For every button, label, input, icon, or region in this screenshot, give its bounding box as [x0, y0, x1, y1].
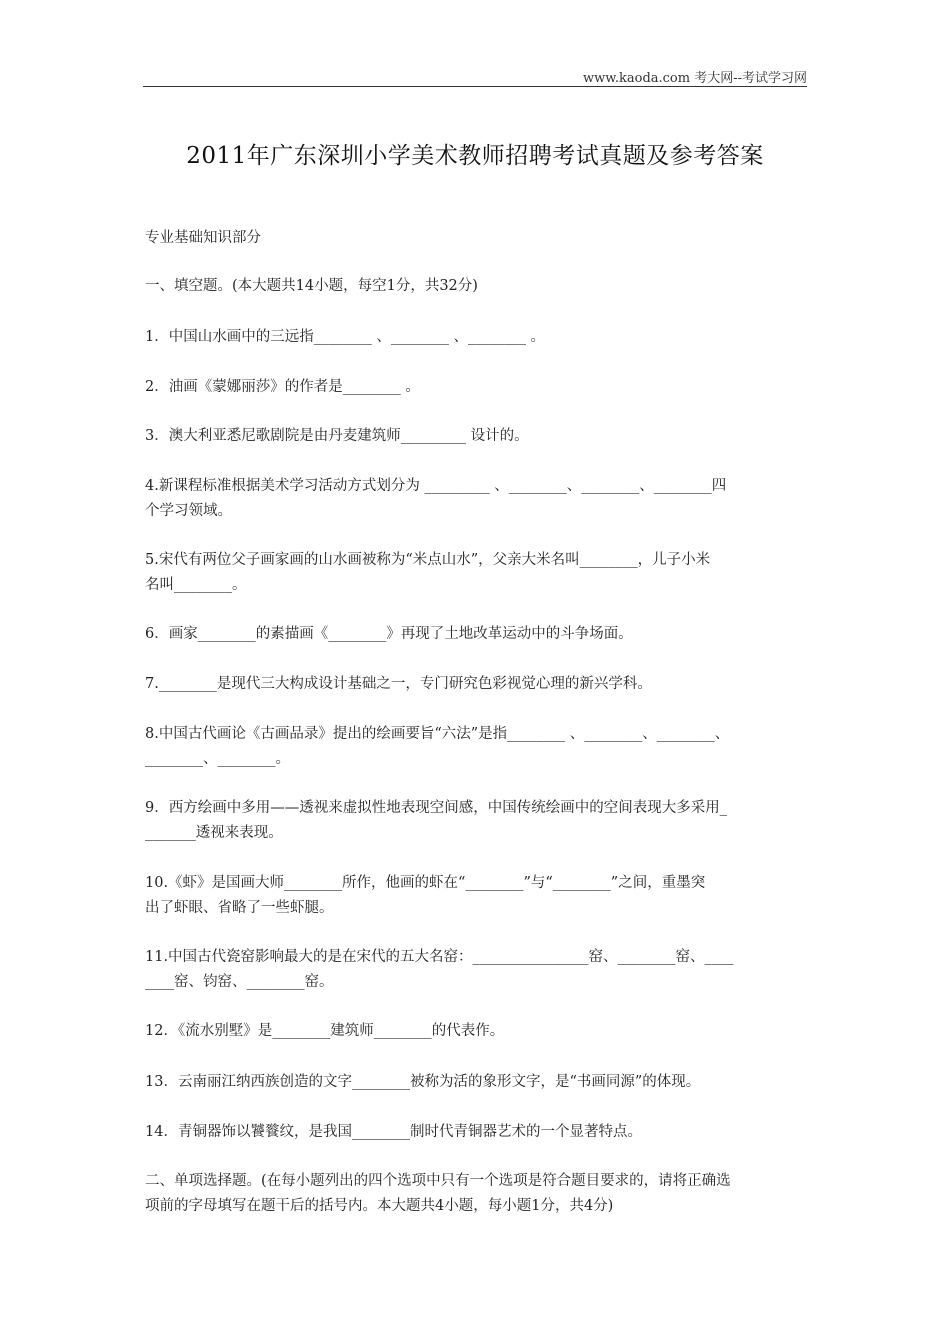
question-1: 1．中国山水画中的三远指________ 、________ 、________ 。	[145, 329, 546, 345]
question-2: 2．油画《蒙娜丽莎》的作者是________ 。	[145, 379, 420, 395]
question-9: 9．西方绘画中多用——透视来虚拟性地表现空间感，中国传统绘画中的空间表现大多采用_ _______透视来表现。	[145, 800, 727, 841]
header-rule	[143, 86, 807, 87]
question-8: 8.中国古代画论《古画品录》提出的绘画要旨“六法”是指________ 、________、________、 ________、________。	[145, 726, 730, 767]
question-7: 7.________是现代三大构成设计基础之一，专门研究色彩视觉心理的新兴学科。	[145, 676, 652, 692]
page-title: 2011年广东深圳小学美术教师招聘考试真题及参考答案	[186, 143, 764, 169]
section-label: 专业基础知识部分	[145, 230, 261, 246]
question-14: 14．青铜器饰以饕餮纹，是我国________制时代青铜器艺术的一个显著特点。	[145, 1124, 642, 1140]
question-13: 13．云南丽江纳西族创造的文字________被称为活的象形文字，是“书画同源”的体现。	[145, 1074, 701, 1090]
question-10: 10.《虾》是国画大师________所作，他画的虾在“________”与“________”之间，重墨突 出了虾眼、省略了一些虾腿。	[145, 875, 706, 916]
question-12: 12．《流水别墅》是________建筑师________的代表作。	[145, 1023, 505, 1039]
question-5: 5.宋代有两位父子画家画的山水画被称为“米点山水”，父亲大米名叫________，儿子小米 名叫________。	[145, 552, 711, 593]
question-4: 4.新课程标准根据美术学习活动方式划分为 _________ 、________、________、________四 个学习领域。	[145, 478, 727, 519]
question-6: 6．画家________的素描画《________》再现了土地改革运动中的斗争场面。	[145, 626, 633, 642]
header-site-text: www.kaoda.com 考大网--考试学习网	[583, 71, 807, 86]
question-3: 3．澳大利亚悉尼歌剧院是由丹麦建筑师_________ 设计的。	[145, 428, 529, 444]
question-11: 11.中国古代瓷窑影响最大的是在宋代的五大名窑：________________窑、________窑、____ ____窑、钧窑、________窑。	[145, 949, 734, 990]
part2-heading: 二、单项选择题。(在每小题列出的四个选项中只有一个选项是符合题目要求的，请将正确选 项前的字母填写在题干后的括号内。本大题共4小题，每小题1分，共4分)	[145, 1173, 731, 1214]
part1-heading: 一、填空题。(本大题共14小题，每空1分，共32分)	[145, 278, 478, 294]
